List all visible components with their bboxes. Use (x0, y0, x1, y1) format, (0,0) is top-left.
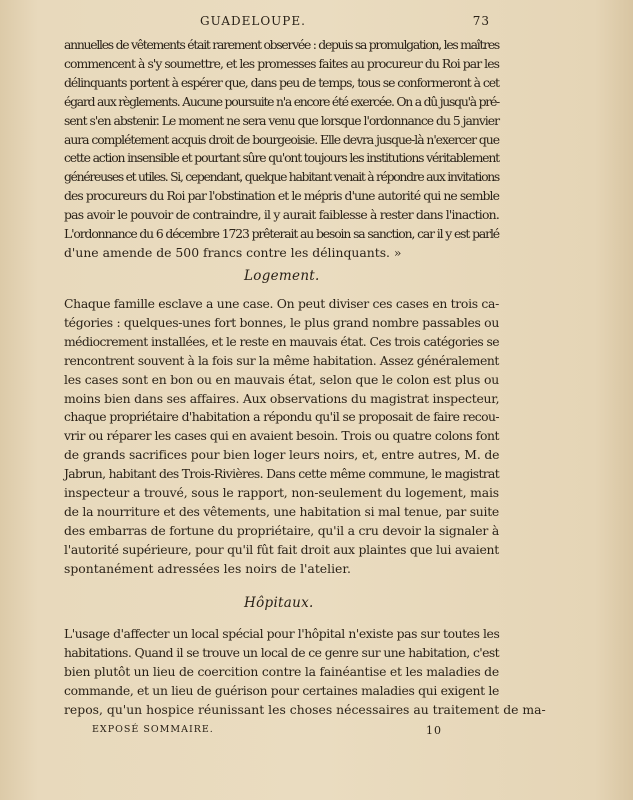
text-line: d'une amende de 500 francs contre les délinquants. » (64, 244, 402, 260)
text-line: annuelles de vêtements était rarement observée : depuis sa promulgation, les maîtres (64, 37, 499, 52)
text-line: bien plutôt un lieu de coercition contre la fainéantise et les maladies de (64, 663, 499, 679)
text-line: moins bien dans ses affaires. Aux observations du magistrat inspecteur, (64, 390, 500, 406)
intro-paragraph (64, 36, 499, 263)
text-line: l'autorité supérieure, pour qu'il fût fait droit aux plaintes que lui avaient (64, 541, 499, 557)
text-line: chaque propriétaire d'habitation a répondu qu'il se proposait de faire recou- (64, 409, 499, 425)
text-line: commencent à s'y soumettre, et les promesses faites au procureur du Roi par les (64, 55, 499, 71)
text-line: de la nourriture et des vêtements, une habitation si mal tenue, par suite (64, 503, 499, 519)
text-line: de grands sacrifices pour bien loger leurs noirs, et, entre autres, M. de (64, 447, 500, 463)
text-line: tégories : quelques-unes fort bonnes, le plus grand nombre passables ou (64, 314, 499, 330)
text-line: aura complétement acquis droit de bourgeoisie. Elle devra jusque-là n'exercer que (64, 131, 499, 147)
running-title: GUADELOUPE. (200, 14, 306, 28)
section-heading-logement: Logement. (244, 268, 320, 284)
text-line: repos, qu'un hospice réunissant les choses nécessaires au traitement de ma- (64, 701, 546, 717)
logement-paragraph (64, 295, 499, 579)
section-heading-hopitaux: Hôpitaux. (244, 595, 314, 611)
text-line: des embarras de fortune du propriétaire, qu'il a cru devoir la signaler à (64, 522, 499, 538)
text-line: égard aux règlements. Aucune poursuite n'a encore été exercée. On a dû jusqu'à pré- (64, 93, 499, 109)
text-line: L'ordonnance du 6 décembre 1723 prêterait au besoin sa sanction, car il y est parlé (64, 226, 499, 242)
text-line: cette action insensible et pourtant sûre qu'ont toujours les institutions véritablement (64, 150, 499, 166)
text-line: commande, et un lieu de guérison pour certaines maladies qui exigent le (64, 682, 499, 698)
text-line: inspecteur a trouvé, sous le rapport, non-seulement du logement, mais (64, 485, 499, 501)
text-line: L'usage d'affecter un local spécial pour l'hôpital n'existe pas sur toutes les (64, 626, 500, 641)
hopitaux-paragraph (64, 625, 546, 720)
page-number: 73 (472, 14, 490, 28)
text-line: sent s'en abstenir. Le moment ne sera venu que lorsque l'ordonnance du 5 janvier (64, 112, 499, 128)
text-line: spontanément adressées les noirs de l'atelier. (64, 560, 351, 576)
signature-text: EXPOSÉ SOMMAIRE. (92, 724, 214, 735)
text-line: délinquants portent à espérer que, dans peu de temps, tous se conformeront à cet (64, 74, 499, 90)
text-line: Jabrun, habitant des Trois-Rivières. Dans cette même commune, le magistrat (64, 466, 499, 482)
text-line: vrir ou réparer les cases qui en avaient besoin. Trois ou quatre colons font (64, 428, 499, 444)
signature-number: 10 (426, 724, 442, 737)
text-line: habitations. Quand il se trouve un local de ce genre sur une habitation, c'est (64, 644, 499, 660)
text-line: Chaque famille esclave a une case. On peut diviser ces cases en trois ca- (64, 296, 499, 311)
text-line: médiocrement installées, et le reste en mauvais état. Ces trois catégories se (64, 333, 499, 349)
text-line: des procureurs du Roi par l'obstination et le mépris d'une autorité qui ne semble (64, 188, 499, 204)
text-line: pas avoir le pouvoir de contraindre, il y aurait faiblesse à rester dans l'inaction. (64, 207, 499, 223)
text-line: rencontrent souvent à la fois sur la même habitation. Assez généralement (64, 352, 499, 368)
text-line: les cases sont en bon ou en mauvais état, selon que le colon est plus ou (64, 371, 499, 387)
text-line: généreuses et utiles. Si, cependant, quelque habitant venait à répondre aux invitations (64, 169, 500, 185)
